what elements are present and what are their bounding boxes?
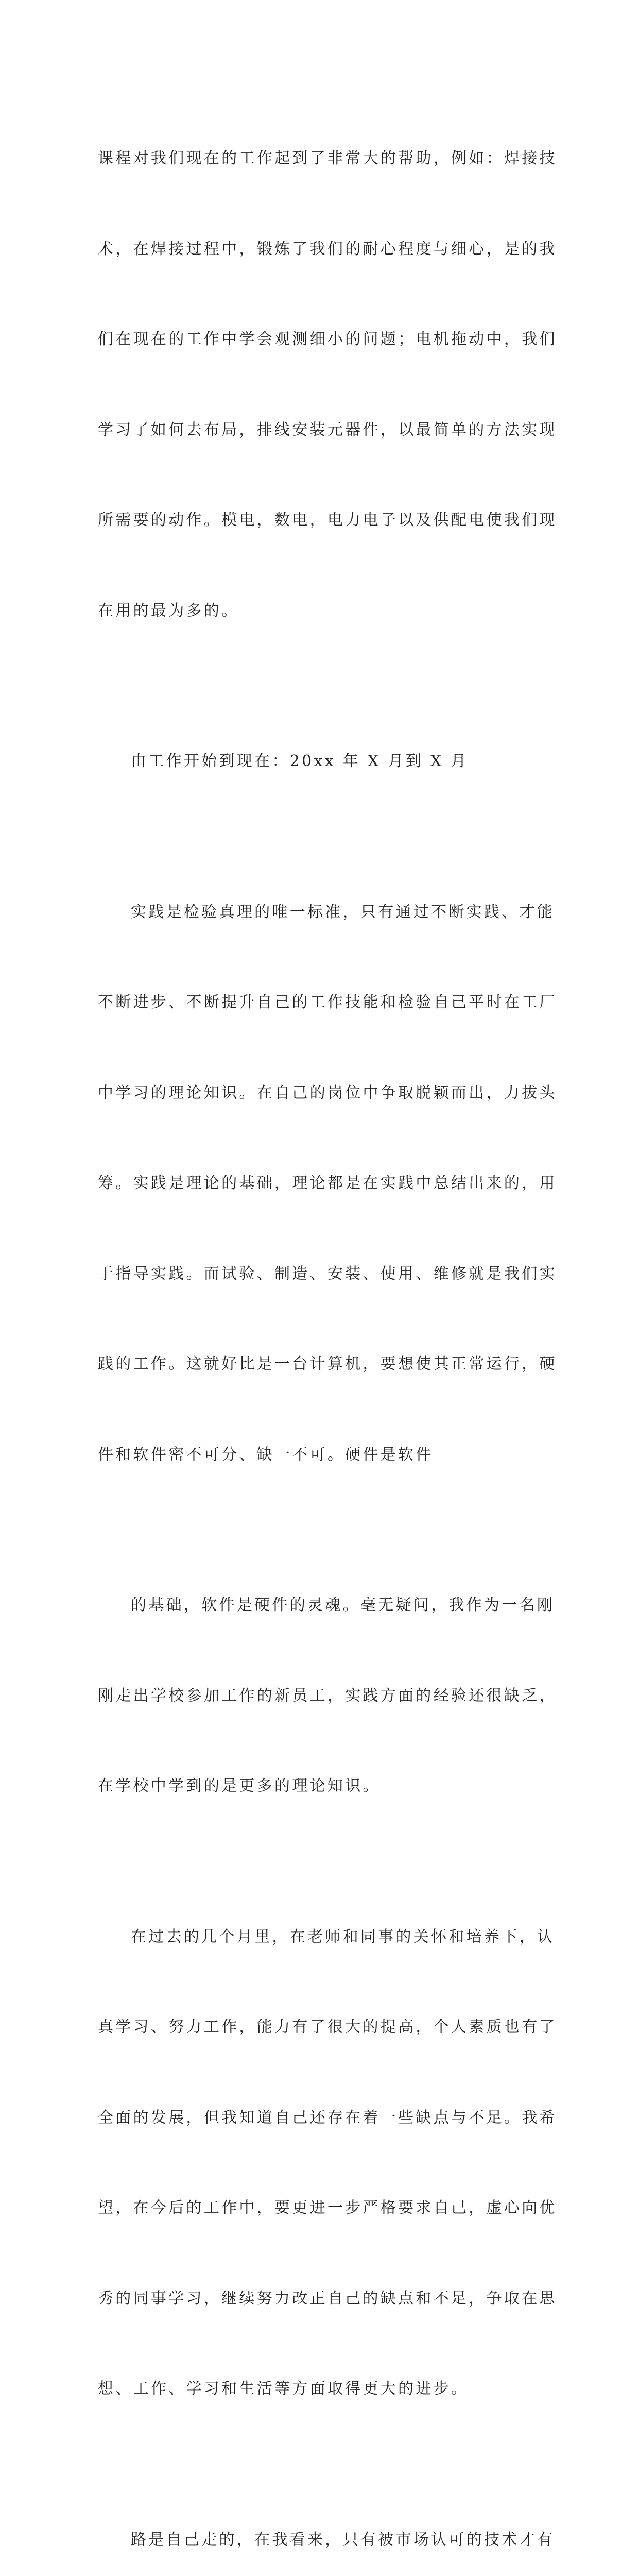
paragraph-line: 学习了如何去布局，排线安装元器件，以最简单的方法实现 [98, 415, 551, 446]
paragraph-line: 路是自己走的，在我看来，只有被市场认可的技术才有 [98, 2525, 551, 2555]
paragraph-2 [98, 686, 551, 837]
document-page [0, 0, 639, 904]
paragraph-line: 想、工作、学习和生活等方面取得更大的进步。 [98, 2374, 551, 2404]
paragraph-3 [98, 837, 551, 1531]
paragraph-line: 践的工作。这就好比是一台计算机，要想使其正常运行，硬 [98, 1349, 551, 1380]
paragraph-line: 在用的最为多的。 [98, 596, 551, 626]
paragraph-1 [98, 83, 551, 686]
paragraph-line: 课程对我们现在的工作起到了非常大的帮助，例如：焊接技 [98, 144, 551, 174]
paragraph-line: 刚走出学校参加工作的新员工，实践方面的经验还很缺乏， [98, 1681, 551, 1711]
paragraph-line: 望，在今后的工作中，要更进一步严格要求自己，虚心向优 [98, 2193, 551, 2224]
paragraph-line: 于指导实践。而试验、制造、安装、使用、维修就是我们实 [98, 1259, 551, 1290]
paragraph-line: 实践是检验真理的唯一标准，只有通过不断实践、才能 [98, 897, 551, 928]
paragraph-line: 件和软件密不可分、缺一不可。硬件是软件 [98, 1440, 551, 1470]
paragraph-line: 在过去的几个月里，在老师和同事的关怀和培养下，认 [98, 1922, 551, 1953]
paragraph-6 [98, 2465, 551, 2576]
paragraph-line: 筹。实践是理论的基础，理论都是在实践中总结出来的，用 [98, 1168, 551, 1199]
paragraph-line: 秀的同事学习，继续努力改正自己的缺点和不足，争取在思 [98, 2284, 551, 2314]
paragraph-line: 中学习的理论知识。在自己的岗位中争取脱颖而出，力拔头 [98, 1078, 551, 1109]
paragraph-line: 们在现在的工作中学会观测细小的问题；电机拖动中，我们 [98, 325, 551, 355]
paragraph-5 [98, 1862, 551, 2465]
paragraph-line: 术，在焊接过程中，锻炼了我们的耐心程度与细心，是的我 [98, 234, 551, 265]
paragraph-line: 的基础，软件是硬件的灵魂。毫无疑问，我作为一名刚 [98, 1590, 551, 1621]
paragraph-line: 真学习、努力工作，能力有了很大的提高，个人素质也有了 [98, 2012, 551, 2043]
paragraph-line: 所需要的动作。模电，数电，电力电子以及供配电使我们现 [98, 505, 551, 536]
paragraph-line: 不断进步、不断提升自己的工作技能和检验自己平时在工厂 [98, 988, 551, 1018]
paragraph-4 [98, 1530, 551, 1862]
paragraph-line: 在学校中学到的是更多的理论知识。 [98, 1771, 551, 1802]
paragraph-line: 全面的发展，但我知道自己还存在着一些缺点与不足。我希 [98, 2103, 551, 2133]
document-body [98, 83, 551, 2576]
paragraph-line: 由工作开始到现在：20xx 年 X 月到 X 月 [98, 747, 551, 777]
